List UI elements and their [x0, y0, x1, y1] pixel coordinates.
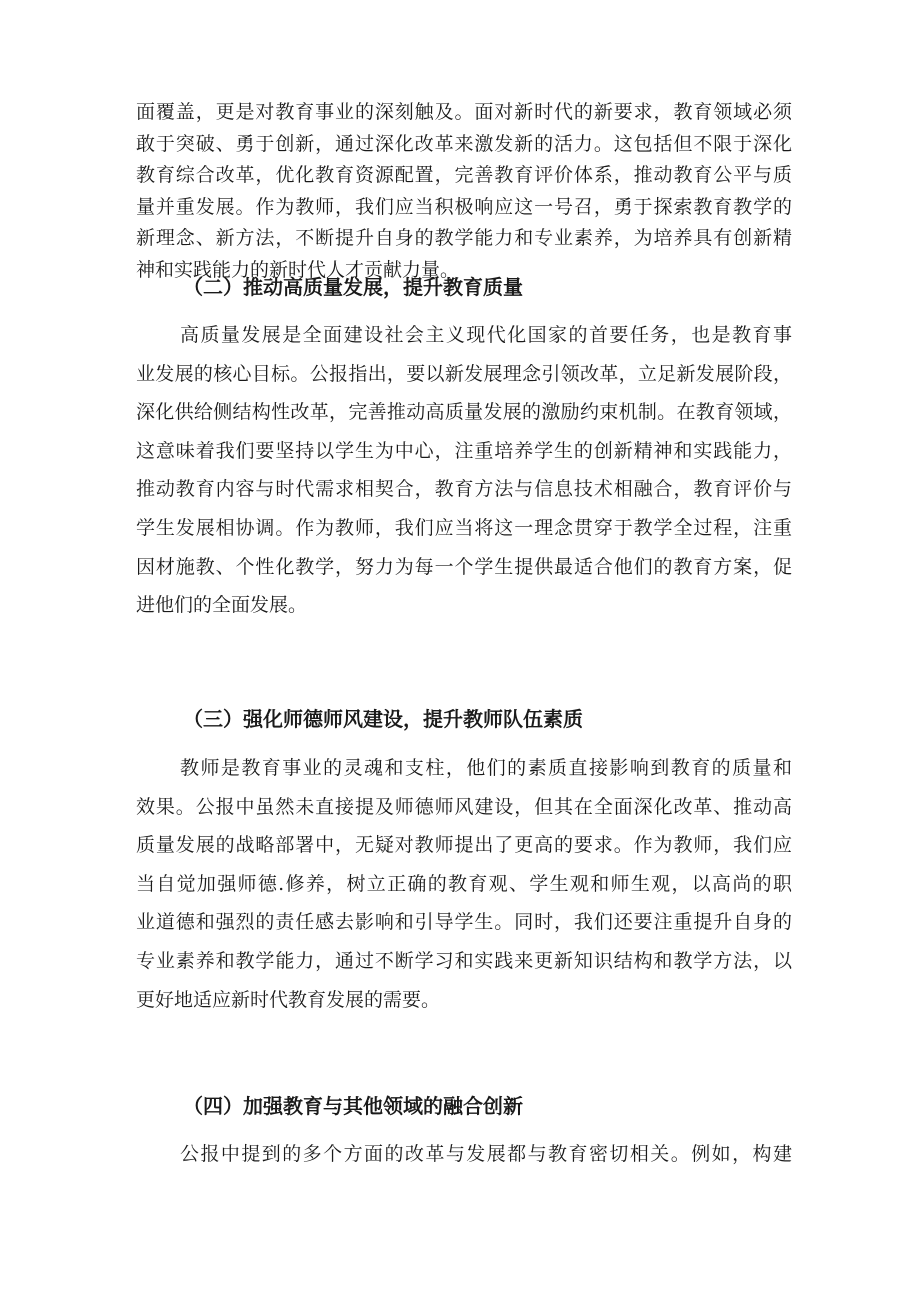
- section-heading-3: （三）强化师德师风建设，提升教师队伍素质: [183, 707, 583, 731]
- paragraph-2: [136, 316, 792, 625]
- paragraph-line: 量并重发展。作为教师，我们应当积极响应这一号召，勇于探索教育教学的: [136, 195, 792, 218]
- paragraph-line: 推动教育内容与时代需求相契合，教育方法与信息技术相融合，教育评价与: [136, 478, 792, 501]
- paragraph-3: [136, 749, 792, 1019]
- paragraph-line: 公报中提到的多个方面的改革与发展都与教育密切相关。例如，构建: [180, 1143, 792, 1165]
- paragraph-line: 业道德和强烈的责任感去影响和引导学生。同时，我们还要注重提升自身的: [136, 911, 792, 934]
- paragraph-line: 业发展的核心目标。公报指出，要以新发展理念引领改革，立足新发展阶段，: [136, 362, 792, 385]
- paragraph-line: 进他们的全面发展。: [136, 594, 308, 617]
- paragraph-line: 教育综合改革，优化教育资源配置，完善教育评价体系，推动教育公平与质: [136, 164, 792, 186]
- paragraph-line: 深化供给侧结构性改革，完善推动高质量发展的激励约束机制。在教育领域，: [136, 401, 792, 424]
- paragraph-line: 效果。公报中虽然未直接提及师德师风建设，但其在全面深化改革、推动高: [136, 795, 792, 818]
- paragraph-line: 质量发展的战略部署中，无疑对教师提出了更高的要求。作为教师，我们应: [136, 834, 792, 857]
- paragraph-line: 学生发展相协调。作为教师，我们应当将这一理念贯穿于教学全过程，注重: [136, 516, 792, 539]
- paragraph-line: 当自觉加强师德.修养，树立正确的教育观、学生观和师生观，以高尚的职: [136, 872, 792, 895]
- section-heading-2: （二）推动高质量发展，提升教育质量: [183, 275, 523, 299]
- paragraph-line: 这意味着我们要坚持以学生为中心，注重培养学生的创新精神和实践能力，: [136, 439, 792, 462]
- paragraph-4: [136, 1135, 792, 1174]
- paragraph-line: 高质量发展是全面建设社会主义现代化国家的首要任务，也是教育事: [180, 324, 792, 346]
- paragraph-line: 教师是教育事业的灵魂和支柱，他们的素质直接影响到教育的质量和: [180, 757, 792, 779]
- paragraph-line: 更好地适应新时代教育发展的需要。: [136, 988, 441, 1011]
- section-heading-4: （四）加强教育与其他领域的融合创新: [183, 1094, 523, 1118]
- paragraph-1: [136, 97, 792, 286]
- paragraph-line: 专业素养和教学能力，通过不断学习和实践来更新知识结构和教学方法，以: [136, 949, 792, 972]
- paragraph-line: 神和实践能力的新时代人才贡献力量。: [136, 258, 460, 281]
- paragraph-line: 因材施教、个性化教学，努力为每一个学生提供最适合他们的教育方案，促: [136, 555, 792, 578]
- paragraph-line: 新理念、新方法，不断提升自身的教学能力和专业素养，为培养具有创新精: [136, 227, 792, 249]
- paragraph-line: 敢于突破、勇于创新，通过深化改革来激发新的活力。这包括但不限于深化: [136, 132, 792, 155]
- paragraph-line: 面覆盖，更是对教育事业的深刻触及。面对新时代的新要求，教育领域必须: [136, 101, 792, 123]
